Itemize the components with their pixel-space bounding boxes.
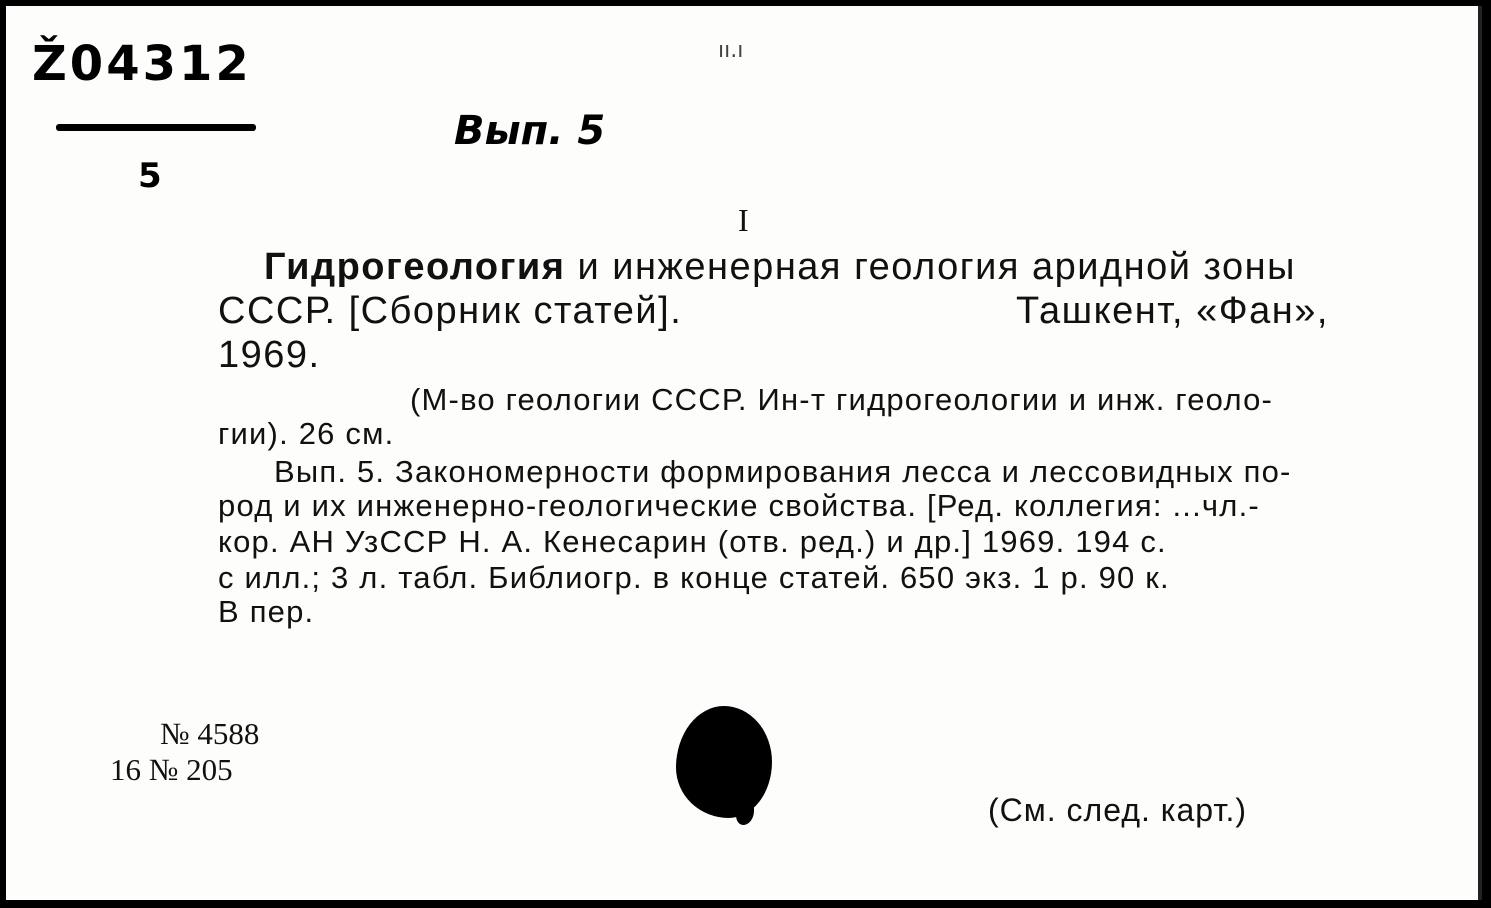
title-rest: и инженерная геология аридной зоны bbox=[565, 246, 1296, 288]
punch-hole-mark-tail bbox=[736, 801, 754, 825]
shelf-code-underline bbox=[56, 124, 256, 131]
title-line-1 bbox=[264, 246, 1296, 289]
card-sequence-number: I bbox=[738, 202, 749, 238]
title-line-2-left: СССР. [Сборник статей]. bbox=[218, 290, 683, 332]
inventory-number-2: 16 № 205 bbox=[110, 752, 233, 787]
title-line-3: 1969. bbox=[218, 334, 321, 376]
volume-line-3: кор. АН УзССР Н. А. Кенесарин (отв. ред.) и др.] 1969. 194 с. bbox=[218, 524, 1167, 559]
volume-line-5: В пер. bbox=[218, 594, 315, 629]
inventory-number-1: № 4588 bbox=[160, 716, 260, 751]
series-line-1: (М-во геологии СССР. Ин-т гидрогеологии и инж. геоло- bbox=[410, 382, 1274, 417]
title-lead-word: Гидрогеология bbox=[264, 246, 566, 288]
punch-hole-mark bbox=[676, 706, 772, 818]
see-next-card-note: (См. след. карт.) bbox=[988, 792, 1248, 828]
series-line-2: гии). 26 см. bbox=[218, 416, 395, 451]
title-line-2-right: Ташкент, «Фан», bbox=[1016, 290, 1329, 332]
handwritten-volume-note: Вып. 5 bbox=[454, 108, 606, 154]
stray-ink-mark: ıı.ı bbox=[718, 38, 744, 63]
volume-line-2: род и их инженерно-геологические свойства. [Ред. коллегия: ...чл.- bbox=[218, 488, 1260, 523]
volume-line-1: Вып. 5. Закономерности формирования лесса и лессовидных по- bbox=[274, 454, 1292, 489]
catalog-card bbox=[6, 6, 1482, 900]
inventory-numbers bbox=[110, 716, 259, 788]
handwritten-shelf-subnumber: 5 bbox=[138, 156, 162, 196]
volume-line-4: с илл.; 3 л. табл. Библиогр. в конце статей. 650 экз. 1 р. 90 к. bbox=[218, 560, 1170, 595]
handwritten-shelf-code: Ž04312 bbox=[32, 36, 252, 92]
